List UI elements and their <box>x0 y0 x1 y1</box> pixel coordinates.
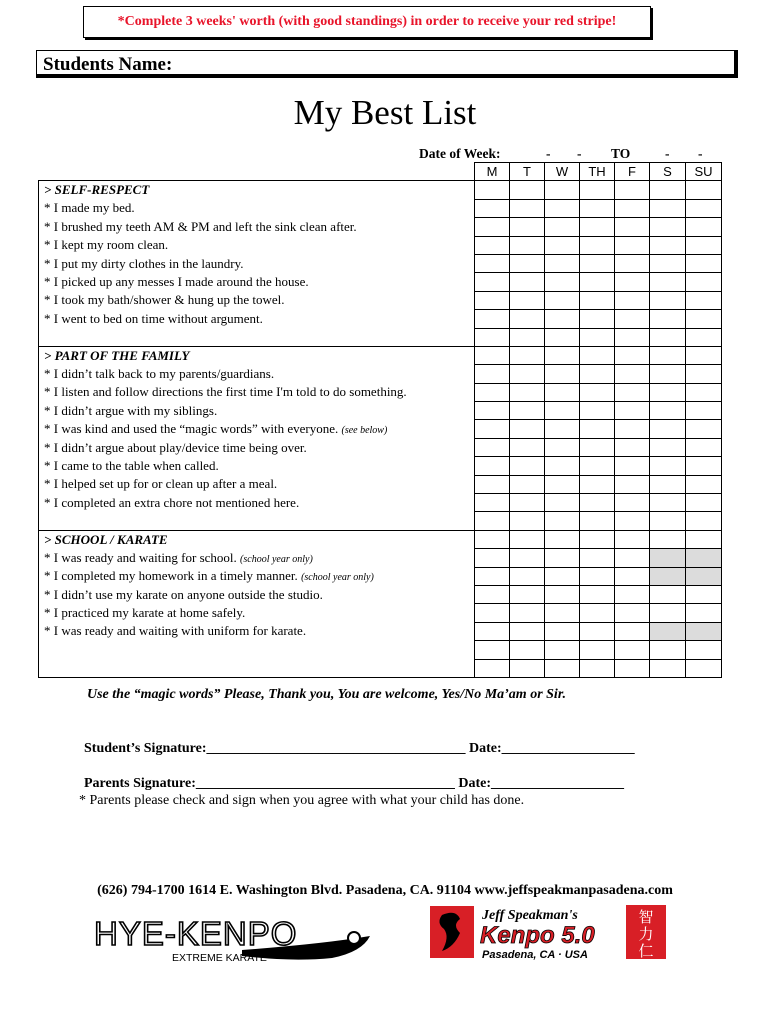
check-cell-s[interactable] <box>650 402 686 420</box>
check-cell-w[interactable] <box>545 512 580 530</box>
parent-sign-note: * Parents please check and sign when you agree with what your child has done. <box>79 793 525 808</box>
check-cell-t[interactable] <box>510 659 545 677</box>
check-cell-su[interactable] <box>686 604 722 622</box>
check-cell-w[interactable] <box>545 402 580 420</box>
check-cell-f[interactable] <box>615 365 650 383</box>
check-cell-su[interactable] <box>686 383 722 401</box>
check-cell-w[interactable] <box>545 457 580 475</box>
checklist-item-text: * I completed an extra chore not mentioned here. <box>44 494 300 510</box>
check-cell-s[interactable] <box>650 622 686 640</box>
check-cell-su[interactable] <box>686 402 722 420</box>
check-cell-su[interactable] <box>686 641 722 659</box>
check-cell-w[interactable] <box>545 199 580 217</box>
check-cell-s[interactable] <box>650 659 686 677</box>
check-cell-t[interactable] <box>510 567 545 585</box>
checklist-item <box>39 402 475 420</box>
check-cell-th[interactable] <box>580 273 615 291</box>
check-cell-t[interactable] <box>510 310 545 328</box>
check-cell-t[interactable] <box>510 512 545 530</box>
checklist-item <box>39 475 475 493</box>
checklist-item-note: (school year only) <box>240 553 313 565</box>
checklist-item <box>39 438 475 456</box>
check-cell-su[interactable] <box>686 494 722 512</box>
check-cell-su[interactable] <box>686 475 722 493</box>
check-cell-th[interactable] <box>580 549 615 567</box>
check-cell-th[interactable] <box>580 346 615 364</box>
check-cell-th[interactable] <box>580 328 615 346</box>
check-cell-w[interactable] <box>545 475 580 493</box>
check-cell-th[interactable] <box>580 659 615 677</box>
day-header-f: F <box>615 163 650 181</box>
checklist-item <box>39 218 475 236</box>
checklist-item <box>39 365 475 383</box>
check-cell-w[interactable] <box>545 659 580 677</box>
checklist-item-text: * I put my dirty clothes in the laundry. <box>44 255 244 271</box>
check-cell-w[interactable] <box>545 494 580 512</box>
date-sep: - <box>665 146 670 161</box>
check-cell-w[interactable] <box>545 328 580 346</box>
check-cell-m[interactable] <box>475 236 510 254</box>
check-cell-su[interactable] <box>686 181 722 199</box>
check-cell-th[interactable] <box>580 181 615 199</box>
check-cell-su[interactable] <box>686 236 722 254</box>
check-cell-t[interactable] <box>510 328 545 346</box>
checklist-item-text: * I made my bed. <box>44 200 135 216</box>
blank-row <box>39 328 475 346</box>
checklist-item <box>39 604 475 622</box>
check-cell-th[interactable] <box>580 438 615 456</box>
check-cell-s[interactable] <box>650 218 686 236</box>
checklist-item-note: (school year only) <box>301 572 374 584</box>
checklist-item <box>39 549 475 567</box>
check-cell-s[interactable] <box>650 567 686 585</box>
section-heading: > SELF-RESPECT <box>39 181 475 199</box>
checklist-item <box>39 254 475 272</box>
checklist-item-text: * I didn’t argue with my siblings. <box>44 402 218 418</box>
check-cell-th[interactable] <box>580 475 615 493</box>
check-cell-t[interactable] <box>510 365 545 383</box>
check-cell-m[interactable] <box>475 181 510 199</box>
check-cell-su[interactable] <box>686 365 722 383</box>
check-cell-s[interactable] <box>650 457 686 475</box>
check-cell-w[interactable] <box>545 438 580 456</box>
check-cell-t[interactable] <box>510 291 545 309</box>
check-cell-f[interactable] <box>615 457 650 475</box>
student-signature-line[interactable]: Student’s Signature:_____________________________________ Date:___________________ <box>84 741 635 756</box>
checklist-item-text: * I brushed my teeth AM & PM and left the sink clean after. <box>44 218 357 234</box>
check-cell-t[interactable] <box>510 622 545 640</box>
check-cell-w[interactable] <box>545 641 580 659</box>
checklist-item-text: * I was ready and waiting for school. <box>44 549 237 565</box>
check-cell-t[interactable] <box>510 236 545 254</box>
blank-row <box>39 659 475 677</box>
logo-main-text: Kenpo 5.0 <box>480 922 595 949</box>
page-title: My Best List <box>293 93 477 132</box>
check-cell-f[interactable] <box>615 218 650 236</box>
section-heading: > PART OF THE FAMILY <box>39 346 475 364</box>
check-cell-t[interactable] <box>510 199 545 217</box>
footer-contact: (626) 794-1700 1614 E. Washington Blvd. Pasadena, CA. 91104 www.jeffspeakmanpasadena.com <box>97 883 673 898</box>
check-cell-m[interactable] <box>475 512 510 530</box>
checklist-item <box>39 585 475 603</box>
check-cell-su[interactable] <box>686 199 722 217</box>
check-cell-w[interactable] <box>545 420 580 438</box>
check-cell-th[interactable] <box>580 457 615 475</box>
blank-row <box>39 641 475 659</box>
check-cell-s[interactable] <box>650 328 686 346</box>
check-cell-t[interactable] <box>510 402 545 420</box>
check-cell-w[interactable] <box>545 181 580 199</box>
check-cell-m[interactable] <box>475 457 510 475</box>
check-cell-su[interactable] <box>686 291 722 309</box>
checklist-item-text: * I completed my homework in a timely manner. <box>44 568 298 584</box>
check-cell-su[interactable] <box>686 218 722 236</box>
check-cell-t[interactable] <box>510 530 545 548</box>
check-cell-s[interactable] <box>650 438 686 456</box>
check-cell-w[interactable] <box>545 273 580 291</box>
check-cell-s[interactable] <box>650 236 686 254</box>
logo-top-text: Jeff Speakman's <box>482 908 578 923</box>
check-cell-t[interactable] <box>510 585 545 603</box>
blank-row <box>39 512 475 530</box>
check-cell-th[interactable] <box>580 310 615 328</box>
check-cell-s[interactable] <box>650 475 686 493</box>
check-cell-t[interactable] <box>510 475 545 493</box>
check-cell-th[interactable] <box>580 622 615 640</box>
checklist-item <box>39 291 475 309</box>
check-cell-su[interactable] <box>686 254 722 272</box>
date-to: TO <box>611 146 631 161</box>
check-cell-s[interactable] <box>650 420 686 438</box>
check-cell-s[interactable] <box>650 530 686 548</box>
check-cell-t[interactable] <box>510 218 545 236</box>
date-of-week-label: Date of Week: <box>419 146 501 161</box>
check-cell-f[interactable] <box>615 254 650 272</box>
check-cell-t[interactable] <box>510 494 545 512</box>
check-cell-w[interactable] <box>545 254 580 272</box>
check-cell-t[interactable] <box>510 549 545 567</box>
check-cell-su[interactable] <box>686 530 722 548</box>
kenpo-5-logo <box>430 903 670 961</box>
red-stripe-banner: *Complete 3 weeks' worth (with good standings) in order to receive your red stripe! <box>83 6 651 38</box>
checklist-item-text: * I took my bath/shower & hung up the towel. <box>44 292 285 308</box>
check-cell-m[interactable] <box>475 641 510 659</box>
check-cell-m[interactable] <box>475 291 510 309</box>
check-cell-m[interactable] <box>475 438 510 456</box>
checklist-item-text: * I was ready and waiting with uniform for karate. <box>44 623 307 639</box>
check-cell-f[interactable] <box>615 328 650 346</box>
check-cell-m[interactable] <box>475 328 510 346</box>
check-cell-s[interactable] <box>650 291 686 309</box>
checklist-item <box>39 622 475 640</box>
check-cell-m[interactable] <box>475 383 510 401</box>
checklist-item <box>39 199 475 217</box>
check-cell-th[interactable] <box>580 530 615 548</box>
check-cell-m[interactable] <box>475 402 510 420</box>
check-cell-w[interactable] <box>545 622 580 640</box>
check-cell-s[interactable] <box>650 181 686 199</box>
check-cell-m[interactable] <box>475 585 510 603</box>
check-cell-m[interactable] <box>475 346 510 364</box>
check-cell-m[interactable] <box>475 549 510 567</box>
check-cell-w[interactable] <box>545 585 580 603</box>
checklist-item-text: * I was kind and used the “magic words” with everyone. <box>44 421 339 437</box>
checklist-item-text: * I went to bed on time without argument. <box>44 310 263 326</box>
check-cell-su[interactable] <box>686 585 722 603</box>
weekly-checklist-table <box>38 162 722 678</box>
check-cell-th[interactable] <box>580 494 615 512</box>
magic-words-note: Use the “magic words” Please, Thank you, You are welcome, Yes/No Ma’am or Sir. <box>87 687 566 702</box>
parent-signature-line[interactable]: Parents Signature:_____________________________________ Date:___________________ <box>84 776 625 791</box>
check-cell-th[interactable] <box>580 402 615 420</box>
check-cell-su[interactable] <box>686 420 722 438</box>
checklist-item-text: * I practiced my karate at home safely. <box>44 605 246 621</box>
check-cell-w[interactable] <box>545 365 580 383</box>
check-cell-m[interactable] <box>475 659 510 677</box>
check-cell-m[interactable] <box>475 365 510 383</box>
check-cell-th[interactable] <box>580 567 615 585</box>
check-cell-f[interactable] <box>615 291 650 309</box>
checklist-item-text: * I didn’t argue about play/device time being over. <box>44 439 307 455</box>
check-cell-m[interactable] <box>475 310 510 328</box>
date-sep: - <box>698 146 703 161</box>
checklist-item <box>39 457 475 475</box>
day-header-th: TH <box>580 163 615 181</box>
check-cell-f[interactable] <box>615 181 650 199</box>
checklist-item-text: * I came to the table when called. <box>44 457 219 473</box>
check-cell-s[interactable] <box>650 512 686 530</box>
check-cell-su[interactable] <box>686 346 722 364</box>
hye-kenpo-logo-sub: EXTREME KARATE <box>172 952 267 964</box>
kanji-2: 力 <box>638 925 654 943</box>
header-spacer <box>39 163 475 181</box>
checklist-item-text: * I kept my room clean. <box>44 237 169 253</box>
check-cell-s[interactable] <box>650 254 686 272</box>
check-cell-t[interactable] <box>510 254 545 272</box>
checklist-item <box>39 236 475 254</box>
checklist-item <box>39 310 475 328</box>
check-cell-th[interactable] <box>580 218 615 236</box>
check-cell-th[interactable] <box>580 291 615 309</box>
check-cell-f[interactable] <box>615 512 650 530</box>
day-header-t: T <box>510 163 545 181</box>
date-sep: - <box>577 146 582 161</box>
check-cell-th[interactable] <box>580 383 615 401</box>
checklist-item <box>39 420 475 438</box>
checklist-item-text: * I picked up any messes I made around the house. <box>44 274 309 290</box>
check-cell-f[interactable] <box>615 622 650 640</box>
check-cell-th[interactable] <box>580 585 615 603</box>
check-cell-f[interactable] <box>615 346 650 364</box>
check-cell-su[interactable] <box>686 549 722 567</box>
date-sep: - <box>546 146 551 161</box>
hye-kenpo-logo <box>92 914 377 964</box>
check-cell-s[interactable] <box>650 641 686 659</box>
check-cell-m[interactable] <box>475 254 510 272</box>
check-cell-w[interactable] <box>545 291 580 309</box>
check-cell-s[interactable] <box>650 199 686 217</box>
check-cell-m[interactable] <box>475 475 510 493</box>
check-cell-su[interactable] <box>686 457 722 475</box>
check-cell-t[interactable] <box>510 604 545 622</box>
checklist-item <box>39 567 475 585</box>
check-cell-w[interactable] <box>545 530 580 548</box>
check-cell-w[interactable] <box>545 567 580 585</box>
check-cell-th[interactable] <box>580 236 615 254</box>
check-cell-s[interactable] <box>650 310 686 328</box>
day-header-w: W <box>545 163 580 181</box>
check-cell-m[interactable] <box>475 604 510 622</box>
check-cell-su[interactable] <box>686 328 722 346</box>
check-cell-m[interactable] <box>475 273 510 291</box>
checklist-item <box>39 494 475 512</box>
check-cell-f[interactable] <box>615 641 650 659</box>
check-cell-m[interactable] <box>475 494 510 512</box>
check-cell-su[interactable] <box>686 659 722 677</box>
check-cell-m[interactable] <box>475 530 510 548</box>
checklist-item-note: (see below) <box>341 425 388 437</box>
check-cell-su[interactable] <box>686 567 722 585</box>
check-cell-f[interactable] <box>615 475 650 493</box>
section-heading: > SCHOOL / KARATE <box>39 530 475 548</box>
check-cell-s[interactable] <box>650 365 686 383</box>
check-cell-w[interactable] <box>545 549 580 567</box>
check-cell-w[interactable] <box>545 236 580 254</box>
check-cell-f[interactable] <box>615 494 650 512</box>
check-cell-t[interactable] <box>510 438 545 456</box>
check-cell-f[interactable] <box>615 383 650 401</box>
check-cell-s[interactable] <box>650 494 686 512</box>
check-cell-th[interactable] <box>580 512 615 530</box>
check-cell-w[interactable] <box>545 346 580 364</box>
check-cell-t[interactable] <box>510 346 545 364</box>
fist-icon <box>348 932 360 944</box>
check-cell-w[interactable] <box>545 604 580 622</box>
check-cell-f[interactable] <box>615 402 650 420</box>
check-cell-m[interactable] <box>475 567 510 585</box>
kanji-3: 仁 <box>638 942 654 960</box>
check-cell-w[interactable] <box>545 218 580 236</box>
day-header-su: SU <box>686 163 722 181</box>
check-cell-f[interactable] <box>615 585 650 603</box>
check-cell-t[interactable] <box>510 457 545 475</box>
kanji-1: 智 <box>638 908 654 926</box>
check-cell-t[interactable] <box>510 641 545 659</box>
check-cell-f[interactable] <box>615 310 650 328</box>
check-cell-th[interactable] <box>580 365 615 383</box>
checklist-item <box>39 383 475 401</box>
check-cell-f[interactable] <box>615 420 650 438</box>
check-cell-su[interactable] <box>686 512 722 530</box>
check-cell-f[interactable] <box>615 549 650 567</box>
check-cell-su[interactable] <box>686 310 722 328</box>
check-cell-f[interactable] <box>615 236 650 254</box>
hye-kenpo-logo-text: HYE-KENPO <box>94 915 298 952</box>
students-name-field[interactable]: Students Name: <box>36 50 738 78</box>
check-cell-t[interactable] <box>510 383 545 401</box>
check-cell-s[interactable] <box>650 549 686 567</box>
check-cell-su[interactable] <box>686 438 722 456</box>
check-cell-m[interactable] <box>475 218 510 236</box>
check-cell-f[interactable] <box>615 604 650 622</box>
check-cell-s[interactable] <box>650 346 686 364</box>
check-cell-su[interactable] <box>686 273 722 291</box>
checklist-item-text: * I listen and follow directions the first time I'm told to do something. <box>44 384 407 400</box>
check-cell-t[interactable] <box>510 273 545 291</box>
check-cell-s[interactable] <box>650 383 686 401</box>
check-cell-f[interactable] <box>615 567 650 585</box>
day-header-m: M <box>475 163 510 181</box>
check-cell-f[interactable] <box>615 199 650 217</box>
check-cell-th[interactable] <box>580 254 615 272</box>
check-cell-f[interactable] <box>615 530 650 548</box>
check-cell-m[interactable] <box>475 622 510 640</box>
checklist-item <box>39 273 475 291</box>
check-cell-f[interactable] <box>615 273 650 291</box>
check-cell-th[interactable] <box>580 420 615 438</box>
day-header-s: S <box>650 163 686 181</box>
logo-bottom-text: Pasadena, CA · USA <box>482 949 588 961</box>
checklist-item-text: * I didn’t talk back to my parents/guardians. <box>44 365 275 381</box>
checklist-item-text: * I helped set up for or clean up after a meal. <box>44 476 278 492</box>
check-cell-f[interactable] <box>615 659 650 677</box>
check-cell-m[interactable] <box>475 420 510 438</box>
check-cell-w[interactable] <box>545 310 580 328</box>
check-cell-w[interactable] <box>545 383 580 401</box>
check-cell-th[interactable] <box>580 199 615 217</box>
check-cell-s[interactable] <box>650 273 686 291</box>
check-cell-su[interactable] <box>686 622 722 640</box>
check-cell-f[interactable] <box>615 438 650 456</box>
check-cell-th[interactable] <box>580 641 615 659</box>
checklist-item-text: * I didn’t use my karate on anyone outside the studio. <box>44 586 323 602</box>
check-cell-th[interactable] <box>580 604 615 622</box>
check-cell-s[interactable] <box>650 604 686 622</box>
check-cell-t[interactable] <box>510 420 545 438</box>
check-cell-t[interactable] <box>510 181 545 199</box>
check-cell-s[interactable] <box>650 585 686 603</box>
check-cell-m[interactable] <box>475 199 510 217</box>
